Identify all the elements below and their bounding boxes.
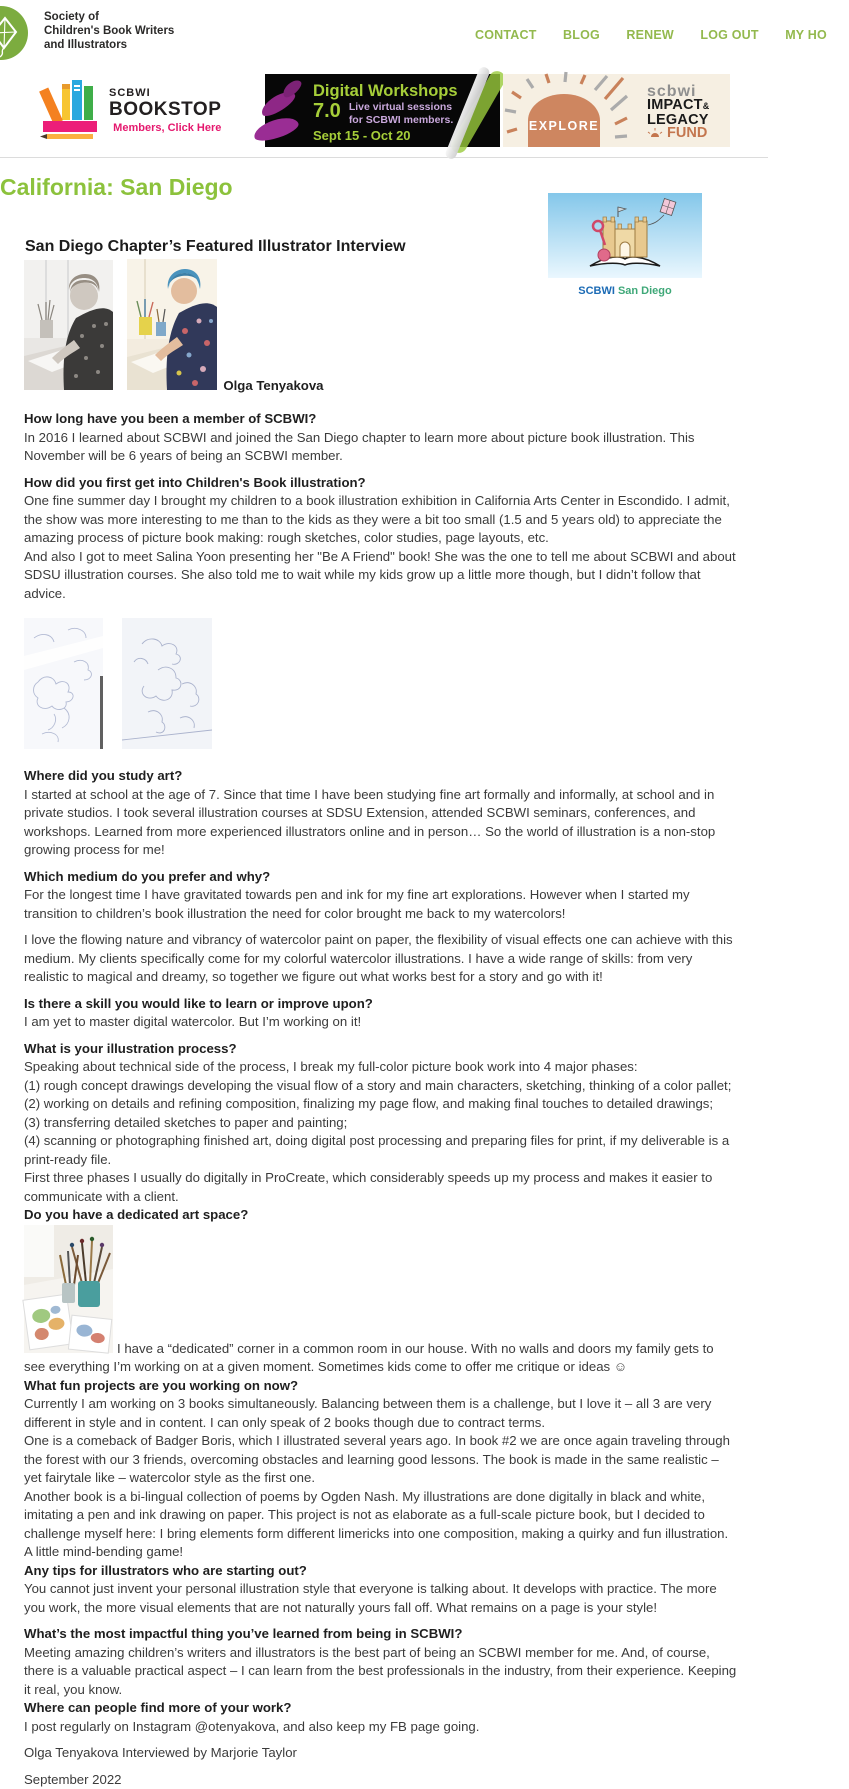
interview-question: Is there a skill you would like to learn or improve upon? [24,995,738,1014]
interview-answer: I have a “dedicated” corner in a common room in our house. With no walls and doors my family gets to see everything I’m working on at a given moment. Sometimes kids come to offer me critique or ideas ☺ [24,1225,738,1377]
legacy-brand: scbwi [647,85,709,99]
interview-answer: I am yet to master digital watercolor. But I’m working on it! [24,1013,738,1032]
interview-question: Where did you study art? [24,767,738,786]
bookstop-banner[interactable] [35,74,247,147]
chapter-logo [548,193,702,297]
art-space-image [24,1225,113,1353]
interview-answer: One is a comeback of Badger Boris, which I illustrated several years ago. In book #2 we are once again traveling through the forest with our 3 friends, overcoming obstacles and learning good lessons. The book is made in the same realistic – yet fairytale like – watercolor style as the first one. [24,1432,738,1488]
workshops-version: 7.0 [313,101,341,121]
interview-answer: Meeting amazing children’s writers and illustrators is the best part of being an SCBWI member for me. And, of course, there is a valuable practical aspect – I can learn from the best professionals in the industry, from their experience. Keeping it real, you know. [24,1644,738,1700]
nav-contact[interactable]: CONTACT [475,28,537,42]
legacy-text [647,85,709,141]
main-nav [475,26,849,44]
chapter-logo-caption: SCBWI San Diego [548,285,702,297]
legacy-amp: & [703,101,710,111]
interview-question: What is your illustration process? [24,1040,738,1059]
interview-answer: One fine summer day I brought my children to a book illustration exhibition in California Arts Center in Escondido. I admit, the show was more interesting to me than to the kids as they were a bit too small (1.5 and 5 years old) to appreciate the amazing process of picture book making: rough sketches, color studies, page layouts, etc. [24,492,738,548]
legacy-fund: FUND [667,125,707,141]
interview-answer: And also I got to meet Salina Yoon presenting her "Be A Friend" book! She was the one to tell me about SCBWI and about SDSU illustration courses. She also told me to wait while my kids grow up a little more though, but I didn’t follow that advice. [24,548,738,604]
portrait-photo-bw [24,260,113,390]
interview-answer: In 2016 I learned about SCBWI and joined the San Diego chapter to learn more about picture book illustration. This November will be 6 years of being an SCBWI member. [24,429,738,466]
chapter-logo-image [548,193,702,278]
interview-question: Where can people find more of your work? [24,1699,738,1718]
interview-answer: Another book is a bi-lingual collection of poems by Ogden Nash. My illustrations are done digitally in black and white, imitating a pen and ink drawing on paper. This project is not as elaborate as a full-scale picture book, but I decided to challenge myself here: I bring elements form different limericks into one composition, making a quirky and fun illustration. A little mind-bending game! [24,1488,738,1562]
org-name-line: Children's Book Writers [44,25,174,39]
explore-sun-icon [528,94,600,147]
header-divider [0,157,768,158]
explore-label: EXPLORE [529,119,599,133]
impact-legacy-banner[interactable] [503,74,730,147]
bookstop-text [109,87,221,134]
interview-answer: First three phases I usually do digitally in ProCreate, which considerably speeds up my process and makes it easier to communicate with a client. [24,1169,738,1206]
interview-answer: (2) working on details and refining composition, finalizing my page flow, and making final touches to detailed drawings; [24,1095,738,1114]
workshops-dates: Sept 15 - Oct 20 [313,128,500,143]
interview-question: How did you first get into Children's Book illustration? [24,474,738,493]
nav-logout[interactable]: LOG OUT [700,28,758,42]
portrait-photo-color [127,259,217,390]
sketch-image-2 [122,618,212,749]
org-name-line: Society of [44,11,174,25]
article-title: San Diego Chapter’s Featured Illustrator Interview [25,237,738,256]
scbwi-kite-logo-icon[interactable] [0,6,28,60]
legacy-impact: IMPACT [647,97,703,113]
workshops-subtitle: Live virtual sessions for SCBWI members. [349,101,453,126]
publish-date: September 2022 [24,1771,738,1789]
bookstop-books-icon [35,76,105,146]
digital-workshops-banner[interactable] [265,74,500,147]
interview-question: How long have you been a member of SCBWI? [24,410,738,429]
org-name-line: and Illustrators [44,39,174,53]
bookstop-title: BOOKSTOP [109,99,221,120]
org-name [44,11,174,52]
sketch-images [24,618,738,749]
legacy-legacy: LEGACY [647,114,709,128]
interview-question: Any tips for illustrators who are starting out? [24,1562,738,1581]
nav-renew[interactable]: RENEW [626,28,674,42]
workshops-text [265,74,500,143]
nav-blog[interactable]: BLOG [563,28,600,42]
banner-row [0,74,768,147]
interview-answer: For the longest time I have gravitated towards pen and ink for my fine art explorations. However when I started my transition to children’s book illustration the need for color brought me back to my watercolors! [24,886,738,923]
article [0,174,768,1789]
nav-my-home[interactable]: MY HO [785,28,827,42]
interview-question: Do you have a dedicated art space? [24,1206,738,1225]
interview-answer: (1) rough concept drawings developing the visual flow of a story and main characters, sketching, thinking of a color pallet; [24,1077,738,1096]
interview-answer: You cannot just invent your personal illustration style that everyone is talking about. It develops with practice. The more you work, the more visual elements that are not naturally yours fall off. What remains on a page is your style! [24,1580,738,1617]
bookstop-brand: SCBWI [109,87,221,99]
interview-answer: I post regularly on Instagram @otenyakova, and also keep my FB page going. [24,1718,738,1737]
interview-answer: Speaking about technical side of the process, I break my full-color picture book work into 4 major phases: [24,1058,738,1077]
interview-body [24,410,738,1789]
interview-answer: I started at school at the age of 7. Since that time I have been studying fine art formally and informally, at school and in private studios. I took several illustration courses at SDSU Extension, attended SCBWI seminars, conferences, and workshops. Learned from more experienced illustrators online and in person… So the world of illustration is a non-stop growing process for me! [24,786,738,860]
bookstop-cta: Members, Click Here [109,122,221,134]
byline: Olga Tenyakova Interviewed by Marjorie Taylor [24,1744,738,1763]
sketch-image-1 [24,618,103,749]
interview-question: What’s the most impactful thing you’ve learned from being in SCBWI? [24,1625,738,1644]
site-header [0,0,768,66]
interview-answer: (3) transferring detailed sketches to paper and painting; [24,1114,738,1133]
page-title: California: San Diego [0,174,738,200]
interview-question: What fun projects are you working on now? [24,1377,738,1396]
workshops-title: Digital Workshops [313,82,500,100]
interview-answer: I love the flowing nature and vibrancy of watercolor paint on paper, the flexibility of visual effects one can achieve with this medium. My clients specifically come for my colorful watercolor illustrations. I have a wide range of skills: from very realistic to magical and dreamy, so together we figure out what works best for a story and go with it! [24,931,738,987]
interview-answer: (4) scanning or photographing finished art, doing digital post processing and preparing files for print, if my deliverable is a print-ready file. [24,1132,738,1169]
interview-question: Which medium do you prefer and why? [24,868,738,887]
interview-answer: Currently I am working on 3 books simultaneously. Balancing between them is a challenge, but I love it – all 3 are very different in style and in content. I can only speak of 2 books though due to contract terms. [24,1395,738,1432]
photo-caption: Olga Tenyakova [223,378,323,393]
mini-sun-icon [647,128,663,137]
